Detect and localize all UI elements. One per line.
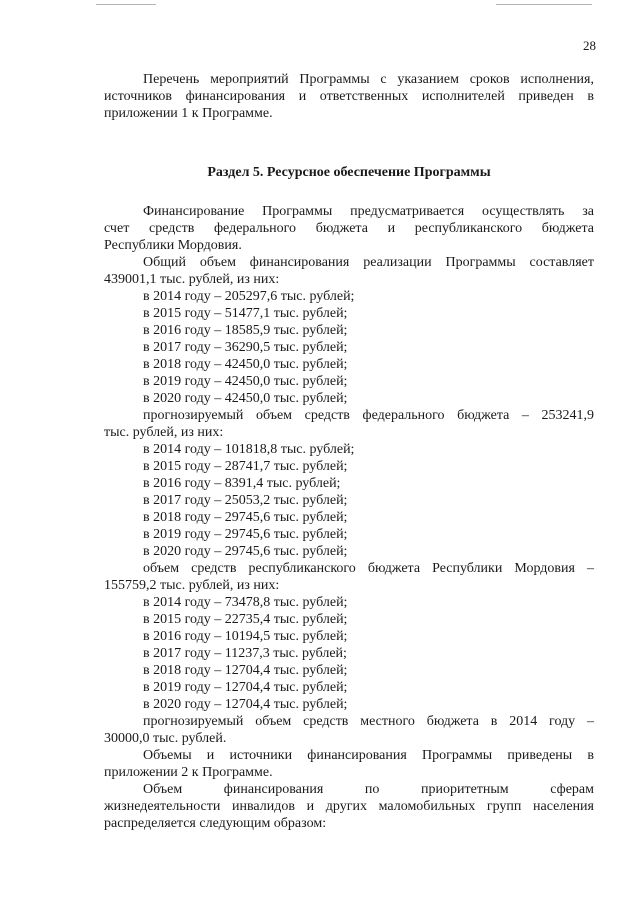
list-item: в 2016 году – 8391,4 тыс. рублей; xyxy=(143,476,341,491)
scan-artifact-left xyxy=(96,4,156,5)
word: сферам xyxy=(550,782,594,797)
total-funding-block xyxy=(104,254,594,407)
word: приоритетным xyxy=(420,782,509,797)
total-year-list xyxy=(104,288,594,407)
word: по xyxy=(364,782,380,797)
paragraph-line: объем средств республиканского бюджета Республики Мордовия – xyxy=(143,561,594,576)
list-item: в 2018 году – 12704,4 тыс. рублей; xyxy=(143,663,348,678)
paragraph-line: Перечень мероприятий Программы с указанием сроков исполнения, xyxy=(143,72,594,87)
list-item: в 2015 году – 22735,4 тыс. рублей; xyxy=(143,612,348,627)
priority-paragraph xyxy=(104,781,594,832)
paragraph-line: 155759,2 тыс. рублей, из них: xyxy=(104,578,280,593)
list-item: в 2016 году – 10194,5 тыс. рублей; xyxy=(143,629,348,644)
list-item: в 2020 году – 12704,4 тыс. рублей; xyxy=(143,697,348,712)
paragraph-line: распределяется следующим образом: xyxy=(104,816,327,831)
paragraph-line: приложении 1 к Программе. xyxy=(104,106,273,121)
list-item: в 2016 году – 18585,9 тыс. рублей; xyxy=(143,323,348,338)
list-item: в 2017 году – 25053,2 тыс. рублей; xyxy=(143,493,348,508)
page-number: 28 xyxy=(583,38,596,53)
list-item: в 2020 году – 29745,6 тыс. рублей; xyxy=(143,544,348,559)
paragraph-line: Общий объем финансирования реализации Программы составляет xyxy=(143,255,594,270)
list-item: в 2018 году – 42450,0 тыс. рублей; xyxy=(143,357,348,372)
paragraph-line: 30000,0 тыс. рублей. xyxy=(104,731,227,746)
list-item: в 2014 году – 101818,8 тыс. рублей; xyxy=(143,442,355,457)
paragraph-line xyxy=(104,781,594,798)
funding-paragraph xyxy=(104,203,594,254)
paragraph-line: жизнедеятельности инвалидов и других маломобильных групп населения xyxy=(104,799,594,814)
word: Объем xyxy=(143,782,183,797)
paragraph-line: Объемы и источники финансирования Программы приведены в xyxy=(143,748,594,763)
word: финансирования xyxy=(223,782,324,797)
section-heading: Раздел 5. Ресурсное обеспечение Программы xyxy=(207,165,491,180)
list-item: в 2019 году – 12704,4 тыс. рублей; xyxy=(143,680,348,695)
list-item: в 2014 году – 205297,6 тыс. рублей; xyxy=(143,289,355,304)
list-item: в 2018 году – 29745,6 тыс. рублей; xyxy=(143,510,348,525)
list-item: в 2019 году – 42450,0 тыс. рублей; xyxy=(143,374,348,389)
federal-year-list xyxy=(104,441,594,560)
paragraph-line: Республики Мордовия. xyxy=(104,238,242,253)
list-item: в 2015 году – 28741,7 тыс. рублей; xyxy=(143,459,348,474)
list-item: в 2014 году – 73478,8 тыс. рублей; xyxy=(143,595,348,610)
paragraph-line: тыс. рублей, из них: xyxy=(104,425,224,440)
paragraph-line: прогнозируемый объем средств местного бюджета в 2014 году – xyxy=(143,714,594,729)
paragraph-line: 439001,1 тыс. рублей, из них: xyxy=(104,272,280,287)
document-body xyxy=(104,71,594,832)
republic-year-list xyxy=(104,594,594,713)
republic-funding-block xyxy=(104,560,594,713)
local-funding-block xyxy=(104,713,594,747)
paragraph-line: приложении 2 к Программе. xyxy=(104,765,273,780)
scan-artifact-right xyxy=(496,4,592,5)
list-item: в 2020 году – 42450,0 тыс. рублей; xyxy=(143,391,348,406)
intro-paragraph xyxy=(104,71,594,122)
paragraph-line: прогнозируемый объем средств федерального бюджета – 253241,9 xyxy=(143,408,594,423)
list-item: в 2017 году – 11237,3 тыс. рублей; xyxy=(143,646,347,661)
paragraph-line: счет средств федерального бюджета и республиканского бюджета xyxy=(104,221,594,236)
list-item: в 2015 году – 51477,1 тыс. рублей; xyxy=(143,306,348,321)
paragraph-line: источников финансирования и ответственных исполнителей приведен в xyxy=(104,89,594,104)
paragraph-line: Финансирование Программы предусматривается осуществлять за xyxy=(143,204,594,219)
list-item: в 2019 году – 29745,6 тыс. рублей; xyxy=(143,527,348,542)
list-item: в 2017 году – 36290,5 тыс. рублей; xyxy=(143,340,348,355)
federal-funding-block xyxy=(104,407,594,560)
volumes-paragraph xyxy=(104,747,594,781)
